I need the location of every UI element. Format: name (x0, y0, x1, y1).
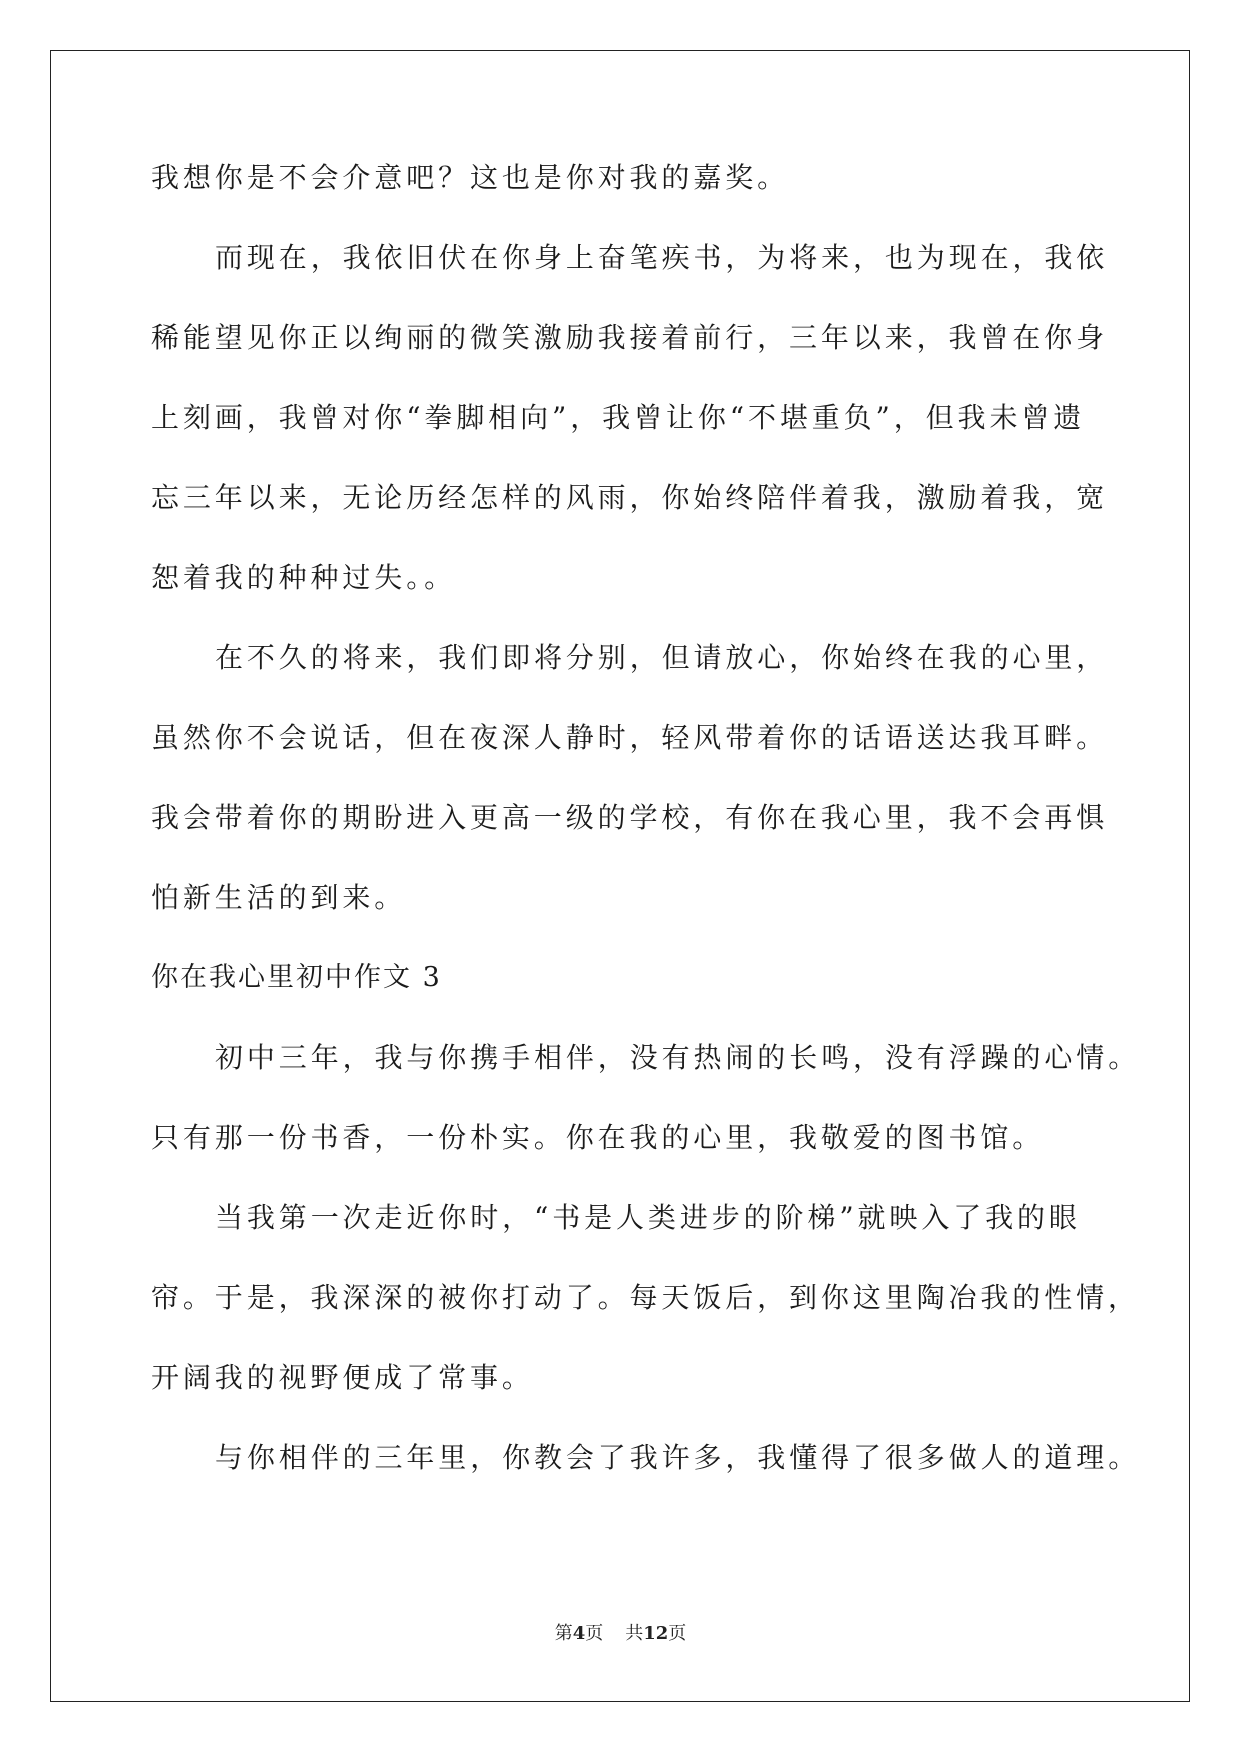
page-prefix: 第 (554, 1623, 573, 1644)
text-line: 稀能望见你正以绚丽的微笑激励我接着前行，三年以来，我曾在你身 (151, 321, 1109, 354)
paragraph-start-line: 与你相伴的三年里，你教会了我许多，我懂得了很多做人的道理。 (215, 1441, 1141, 1474)
text-line: 忘三年以来，无论历经怎样的风雨，你始终陪伴着我，激励着我，宽 (151, 481, 1109, 514)
total-page-count: 12 (643, 1623, 669, 1644)
paragraph-start-line: 在不久的将来，我们即将分别，但请放心，你始终在我的心里， (215, 641, 1109, 674)
paragraph-start-line: 当我第一次走近你时，“书是人类进步的阶梯”就映入了我的眼 (215, 1201, 1081, 1234)
text-line: 虽然你不会说话，但在夜深人静时，轻风带着你的话语送达我耳畔。 (151, 721, 1109, 754)
text-line: 怕新生活的到来。 (151, 881, 407, 914)
text-line: 帘。于是，我深深的被你打动了。每天饭后，到你这里陶冶我的性情， (151, 1281, 1140, 1314)
text-line: 我想你是不会介意吧？这也是你对我的嘉奖。 (151, 161, 790, 194)
current-page-number: 4 (572, 1623, 586, 1644)
text-line: 上刻画，我曾对你“拳脚相向”，我曾让你“不堪重负”，但我未曾遗 (151, 401, 1086, 434)
text-line: 我会带着你的期盼进入更高一级的学校，有你在我心里，我不会再惧 (151, 801, 1109, 834)
text-line: 只有那一份书香，一份朴实。你在我的心里，我敬爱的图书馆。 (151, 1121, 1045, 1154)
paragraph-start-line: 而现在，我依旧伏在你身上奋笔疾书，为将来，也为现在，我依 (215, 241, 1109, 274)
paragraph-start-line: 初中三年，我与你携手相伴，没有热闹的长鸣，没有浮躁的心情。 (215, 1041, 1141, 1074)
text-line: 开阔我的视野便成了常事。 (151, 1361, 534, 1394)
total-suffix: 页 (668, 1623, 687, 1644)
page-suffix: 页 (585, 1623, 604, 1644)
section-heading: 你在我心里初中作文 3 (151, 962, 442, 993)
text-line: 恕着我的种种过失。。 (151, 561, 457, 594)
page-footer (0, 1622, 1241, 1646)
total-prefix: 共 (625, 1623, 644, 1644)
